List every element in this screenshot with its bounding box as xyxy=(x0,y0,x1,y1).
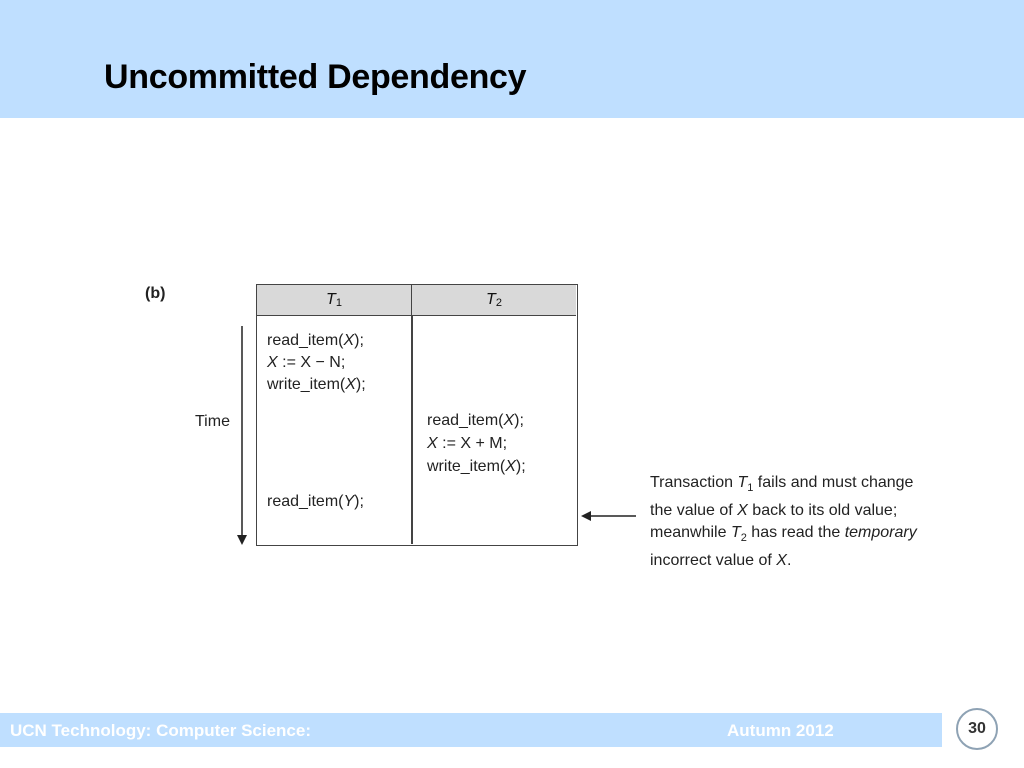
annotation-sub: 2 xyxy=(740,532,747,545)
slide-title: Uncommitted Dependency xyxy=(104,58,527,96)
annotation-text: back to its old value; xyxy=(747,501,898,519)
t1-op-assign-x xyxy=(267,354,345,372)
op-pre: read_item( xyxy=(267,332,344,349)
t1-op-read-x xyxy=(267,332,364,350)
annotation-line-4 xyxy=(650,550,950,573)
column-divider xyxy=(411,316,413,544)
t2-op-read-x xyxy=(427,412,524,430)
annotation-var: X xyxy=(737,501,748,519)
op-pre: write_item( xyxy=(427,458,506,475)
op-post: ); xyxy=(515,458,526,475)
op-var: X xyxy=(345,376,356,393)
column-header-t2 xyxy=(412,285,576,316)
annotation-text: has read the xyxy=(746,524,845,542)
t2-op-assign-x xyxy=(427,435,507,453)
op-var: X xyxy=(343,332,355,349)
footer-course: UCN Technology: Computer Science: xyxy=(10,721,311,740)
t1-op-read-y xyxy=(267,493,364,511)
annotation-line-3 xyxy=(650,522,950,550)
annotation-line-1 xyxy=(650,472,950,500)
op-post: ); xyxy=(354,493,364,510)
op-var: X xyxy=(505,458,516,475)
footer-term: Autumn 2012 xyxy=(727,721,834,740)
t2-op-write-x xyxy=(427,458,526,476)
column-header-t1-name: T xyxy=(326,291,336,308)
column-header-t2-name: T xyxy=(486,291,496,308)
annotation-text: . xyxy=(786,551,792,569)
op-post: ); xyxy=(355,376,366,393)
column-header-t1 xyxy=(257,285,412,316)
annotation-text: Transaction xyxy=(650,474,738,491)
op-post: ); xyxy=(354,332,364,349)
annotation-var: T xyxy=(737,474,748,491)
page-number: 30 xyxy=(956,708,998,750)
op-var: X xyxy=(427,435,438,452)
annotation-text: the value of xyxy=(650,501,738,519)
annotation-text: fails and must change xyxy=(753,474,914,491)
op-pre: read_item( xyxy=(427,412,504,429)
failure-annotation xyxy=(650,472,950,572)
op-post: ); xyxy=(514,412,524,429)
op-post: := X − N; xyxy=(277,354,346,371)
op-var: X xyxy=(267,354,278,371)
column-header-t2-sub: 2 xyxy=(495,297,502,309)
op-var: Y xyxy=(343,493,355,510)
annotation-var: X xyxy=(776,551,787,569)
t1-op-write-x xyxy=(267,376,366,394)
op-pre: read_item( xyxy=(267,493,344,510)
time-label: Time xyxy=(195,413,230,430)
op-pre: write_item( xyxy=(267,376,346,393)
op-post: := X + M; xyxy=(437,435,508,452)
annotation-text: incorrect value of xyxy=(650,551,777,569)
annotation-line-2 xyxy=(650,500,950,523)
annotation-emphasis: temporary xyxy=(844,524,917,542)
panel-label: (b) xyxy=(145,285,166,302)
annotation-var: T xyxy=(730,524,741,542)
annotation-text: meanwhile xyxy=(650,524,731,542)
annotation-sub: 1 xyxy=(747,482,754,495)
op-var: X xyxy=(503,412,515,429)
column-header-t1-sub: 1 xyxy=(335,297,342,309)
